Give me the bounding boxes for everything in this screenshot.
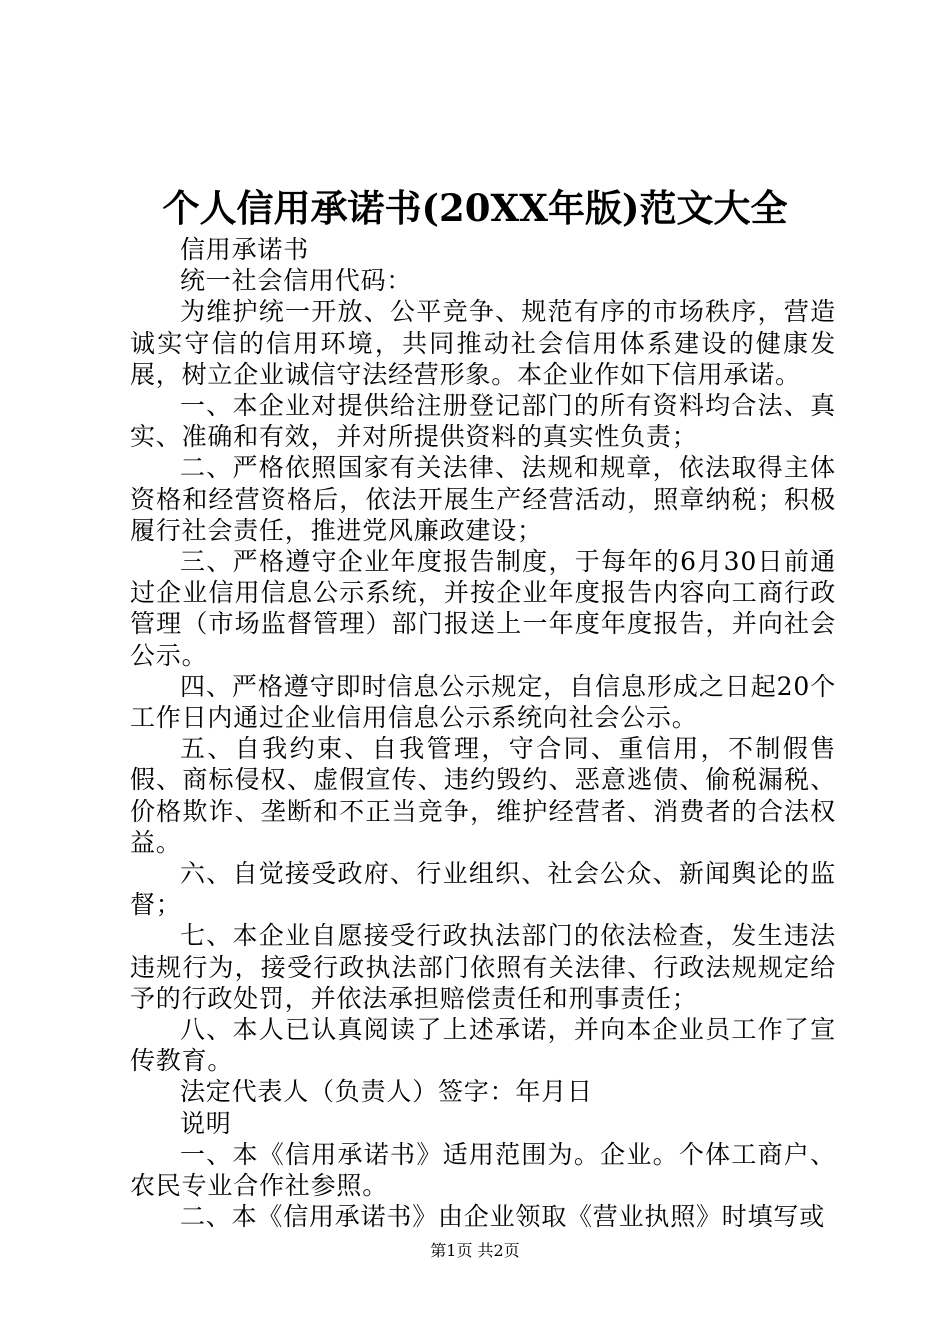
section-heading: 说明 — [180, 1108, 232, 1138]
document-title: 个人信用承诺书(20XX年版)范文大全 — [162, 186, 788, 230]
paragraph: 一、本企业对提供给注册登记部门的所有资料均合法、真实、准确和有效，并对所提供资料的真实性负责； — [130, 391, 836, 452]
paragraph: 为维护统一开放、公平竞争、规范有序的市场秩序，营造诚实守信的信用环境，共同推动社会信用体系建设的健康发展，树立企业诚信守法经营形象。本企业作如下信用承诺。 — [130, 297, 836, 389]
paragraph: 六、自觉接受政府、行业组织、社会公众、新闻舆论的监督； — [130, 859, 836, 920]
paragraph: 一、本《信用承诺书》适用范围为。企业。个体工商户、农民专业合作社参照。 — [130, 1139, 836, 1201]
paragraph: 二、严格依照国家有关法律、法规和规章，依法取得主体资格和经营资格后，依法开展生产经营活动，照章纳税；积极履行社会责任，推进党风廉政建设； — [130, 453, 836, 545]
signature-line: 法定代表人（负责人）签字：年月日 — [180, 1077, 593, 1107]
paragraph: 四、严格遵守即时信息公示规定，自信息形成之日起20个工作日内通过企业信用信息公示系统向社会公示。 — [130, 671, 836, 733]
paragraph: 二、本《信用承诺书》由企业领取《营业执照》时填写或 — [180, 1202, 826, 1232]
paragraph: 八、本人已认真阅读了上述承诺，并向本企业员工作了宣传教育。 — [130, 1015, 836, 1076]
paragraph: 五、自我约束、自我管理，守合同、重信用，不制假售假、商标侵权、虚假宣传、违约毁约、恶意逃债、偷税漏税、价格欺诈、垄断和不正当竞争，维护经营者、消费者的合法权益。 — [130, 734, 836, 857]
page-footer: 第1页 共2页 — [430, 1241, 520, 1260]
document-body — [130, 234, 836, 1233]
paragraph: 信用承诺书 — [180, 235, 310, 264]
paragraph: 三、严格遵守企业年度报告制度，于每年的6月30日前通过企业信用信息公示系统，并按企业年度报告内容向工商行政管理（市场监督管理）部门报送上一年度年度报告，并向社会公示。 — [130, 547, 836, 670]
paragraph: 统一社会信用代码： — [180, 266, 413, 296]
paragraph: 七、本企业自愿接受行政执法部门的依法检查，发生违法违规行为，接受行政执法部门依照有关法律、行政法规规定给予的行政处罚，并依法承担赔偿责任和刑事责任； — [130, 921, 836, 1013]
